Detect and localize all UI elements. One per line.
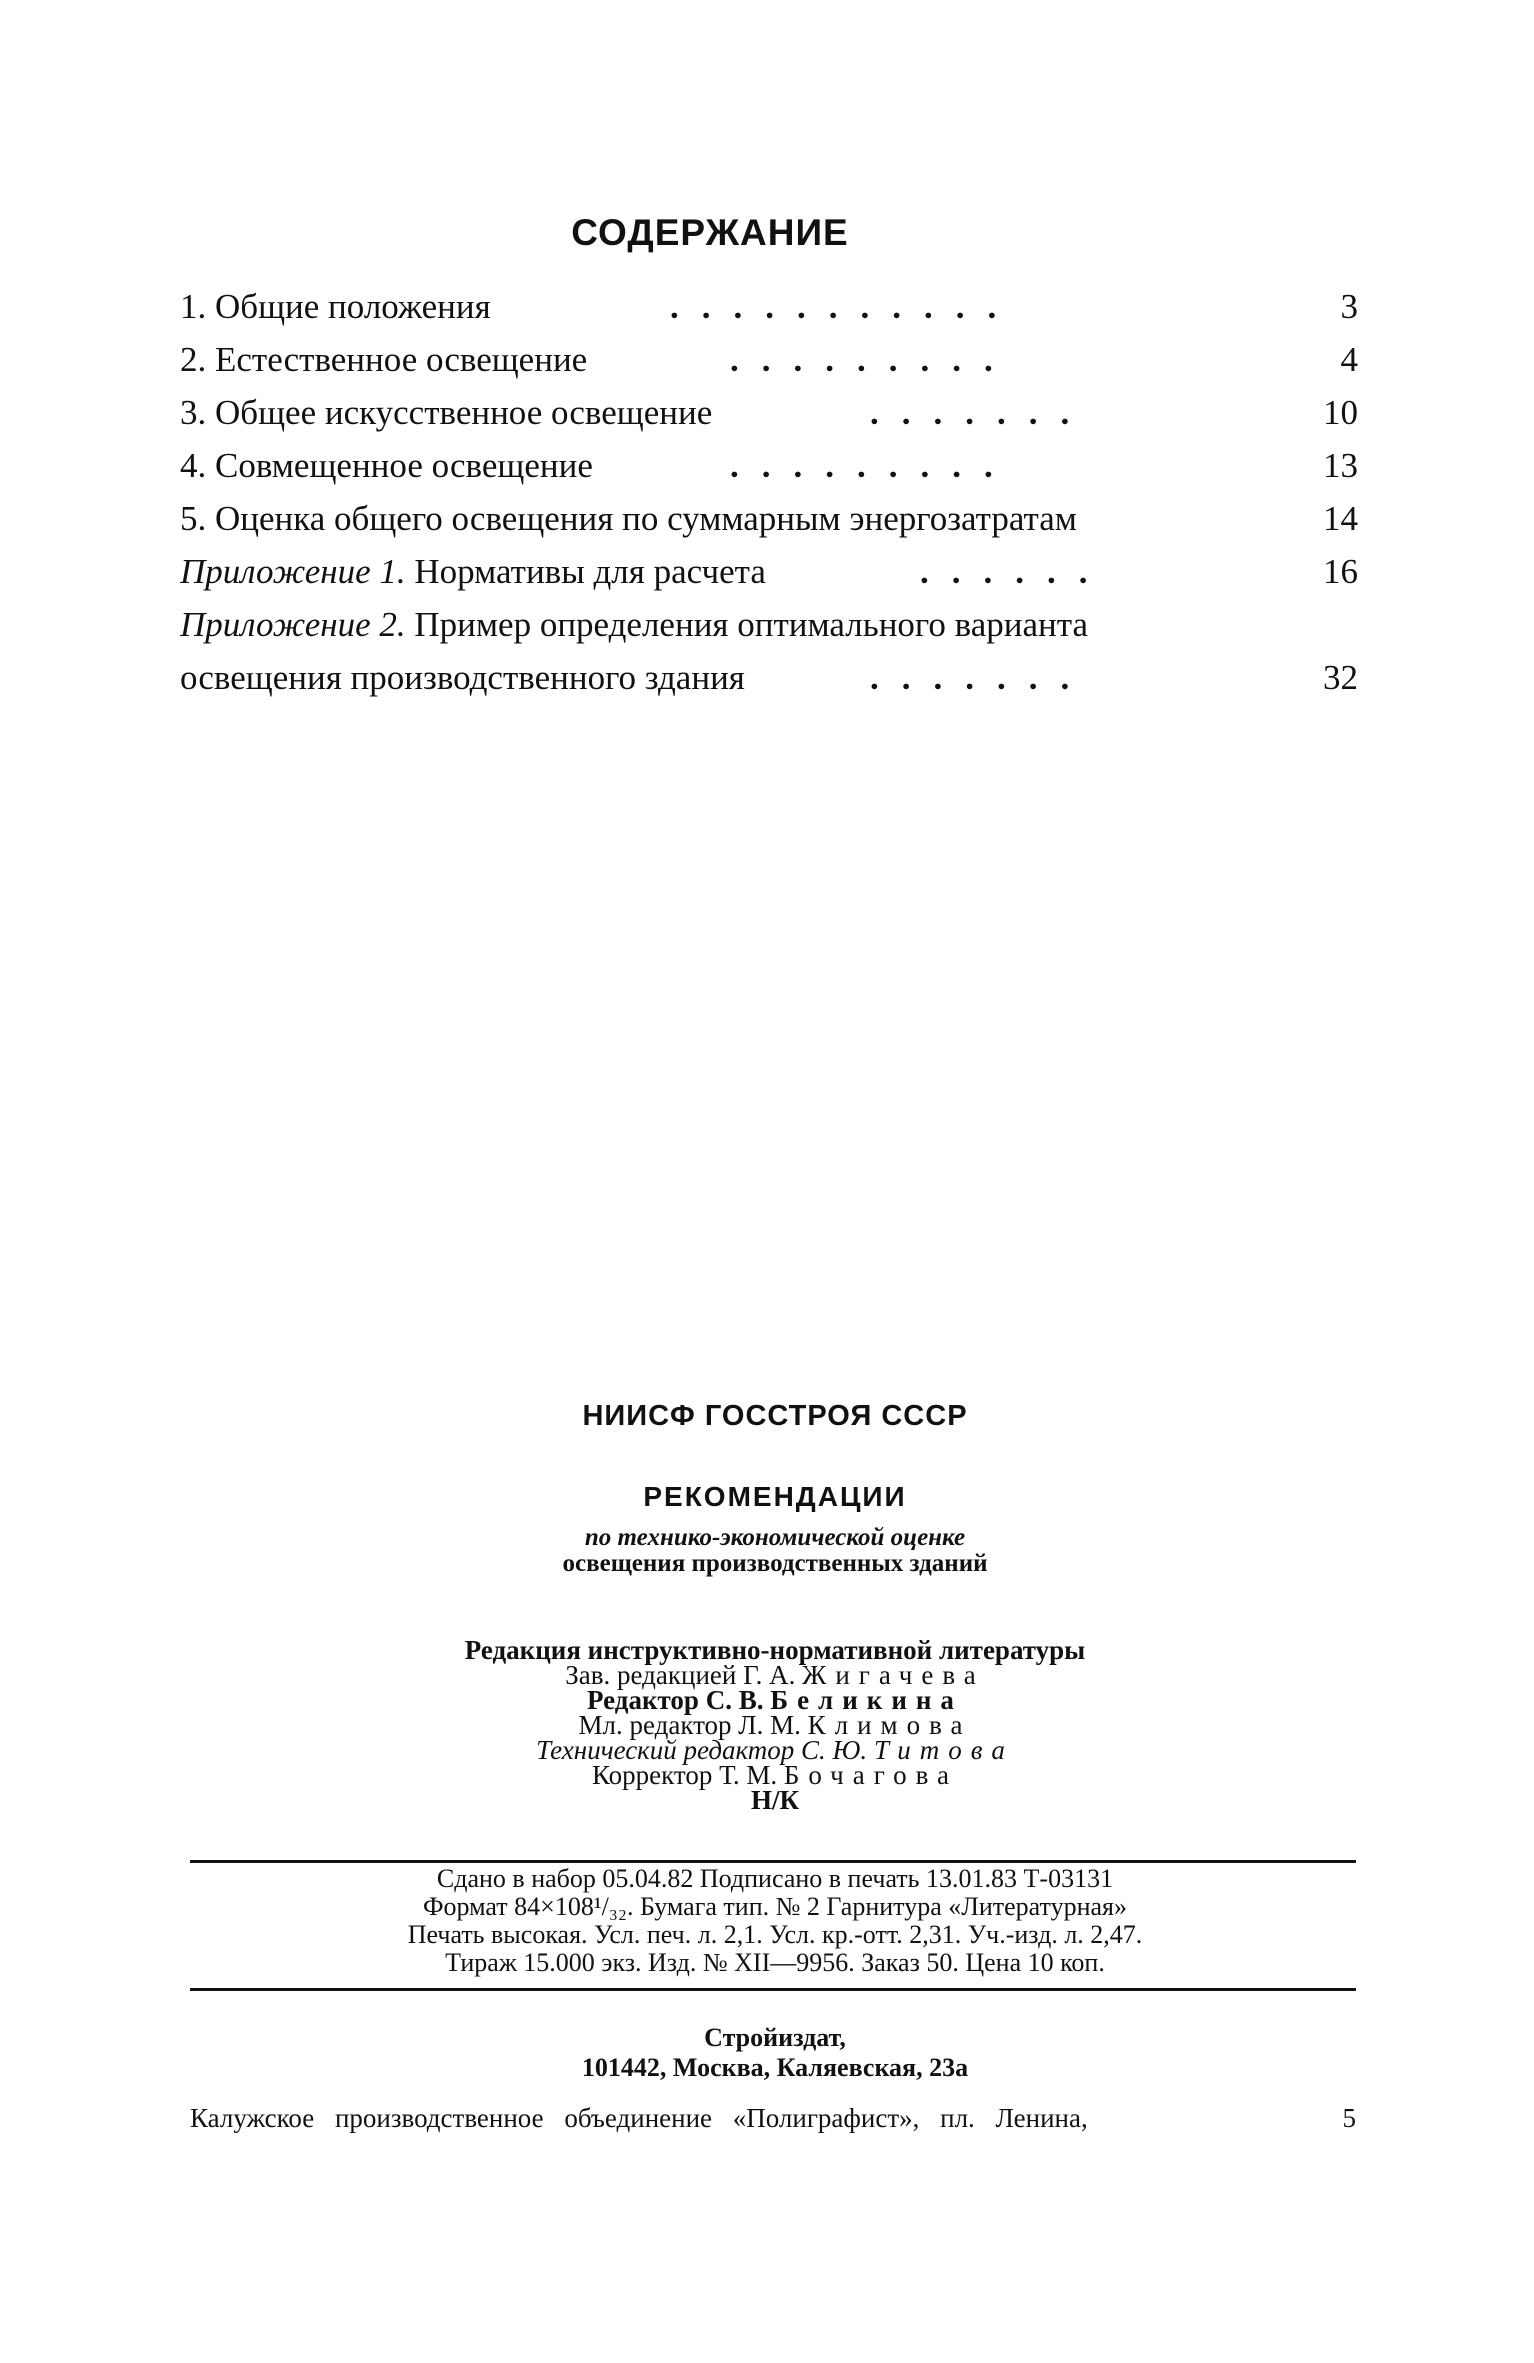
staff-line: Технический редактор С. Ю. Титова [536,1735,1014,1765]
toc-entry-label: 3. Общее искусственное освещение [180,393,713,432]
toc-entry [180,439,1358,492]
toc-entry-leader: ........... [670,287,1020,326]
toc-entry-page: 4 [1340,340,1358,379]
staff-name: Титова [873,1735,1014,1765]
mark: Н/К [750,1785,800,1815]
toc-entry-label: освещения производственного здания [180,658,745,697]
toc-entry-page: 3 [1340,287,1358,326]
staff-line: Редактор С. В. Беликина [587,1685,963,1715]
contents-title: СОДЕРЖАНИЕ [571,212,849,253]
print-line: Формат 84×108¹/₃₂. Бумага тип. № 2 Гарнитура «Литературная» [423,1892,1127,1921]
divider [190,1860,1356,1863]
toc-entry [180,333,1358,386]
appendix-label: Приложение 2. [180,605,406,644]
editorial-staff [190,1635,1360,1815]
staff-name: Жигачева [802,1660,985,1690]
staff-name: Бочагова [783,1760,959,1790]
document-subtitle [190,1525,1360,1577]
staff-line: Мл. редактор Л. М. Климова [578,1710,972,1740]
toc-entry-page: 13 [1323,446,1358,485]
printer-number: 5 [1342,2103,1356,2133]
toc-entry-leader: ....... [870,393,1093,432]
toc-entry-page: 16 [1323,552,1358,591]
staff-name: Климова [807,1710,972,1740]
appendix-label: Приложение 1. [180,552,406,591]
divider [190,1988,1356,1991]
document-title: РЕКОМЕНДАЦИИ [643,1481,907,1512]
toc-entry [180,598,1358,651]
publisher-address: 101442, Москва, Каляевская, 23а [581,2053,969,2082]
toc-entry [180,492,1358,545]
toc-entry-page: 32 [1323,658,1358,697]
toc-entry-label: 5. Оценка общего освещения по суммарным энергозатратам [180,499,1077,538]
toc-entry [180,545,1358,598]
staff-line: Корректор Т. М. Бочагова [591,1760,959,1790]
toc-entry-page: 14 [1323,499,1358,538]
toc-entry-leader: ......... [730,446,1016,485]
print-details [190,1865,1360,1977]
publisher [190,2023,1360,2083]
toc-entry-leader: ...... [920,552,1111,591]
organization: НИИСФ ГОССТРОЯ СССР [582,1400,968,1432]
editorial-office: Редакция инструктивно-нормативной литературы [464,1635,1086,1665]
publisher-name: Стройиздат, [704,2023,846,2052]
toc-entry-label: Приложение 2. Пример определения оптимального варианта [180,605,1089,644]
toc-entry-page: 10 [1323,393,1358,432]
toc-entry [180,651,1358,704]
toc-entry [180,280,1358,333]
print-line: Тираж 15.000 экз. Изд. № XII—9956. Заказ 50. Цена 10 коп. [445,1948,1105,1977]
toc-entry-label: 2. Естественное освещение [180,340,588,379]
toc-entry-leader: ....... [870,658,1093,697]
subtitle-line: по технико-экономической оценке [584,1524,966,1551]
printer-name: Калужское производственное объединение «Полиграфист», пл. Ленина, [190,2103,1088,2133]
toc-entry [180,386,1358,439]
staff-name: Беликина [770,1685,963,1715]
toc-entry-label: 1. Общие положения [180,287,491,326]
contents-list [180,280,1358,704]
print-line: Сдано в набор 05.04.82 Подписано в печать 13.01.83 Т-03131 [436,1864,1114,1893]
toc-entry-label: 4. Совмещенное освещение [180,446,593,485]
staff-line: Зав. редакцией Г. А. Жигачева [565,1660,985,1690]
subtitle-line: освещения производственных зданий [562,1550,988,1577]
toc-entry-leader: ......... [730,340,1016,379]
print-line: Печать высокая. Усл. печ. л. 2,1. Усл. кр.-отт. 2,31. Уч.-изд. л. 2,47. [407,1920,1143,1949]
toc-entry-label: Приложение 1. Нормативы для расчета [180,552,766,591]
